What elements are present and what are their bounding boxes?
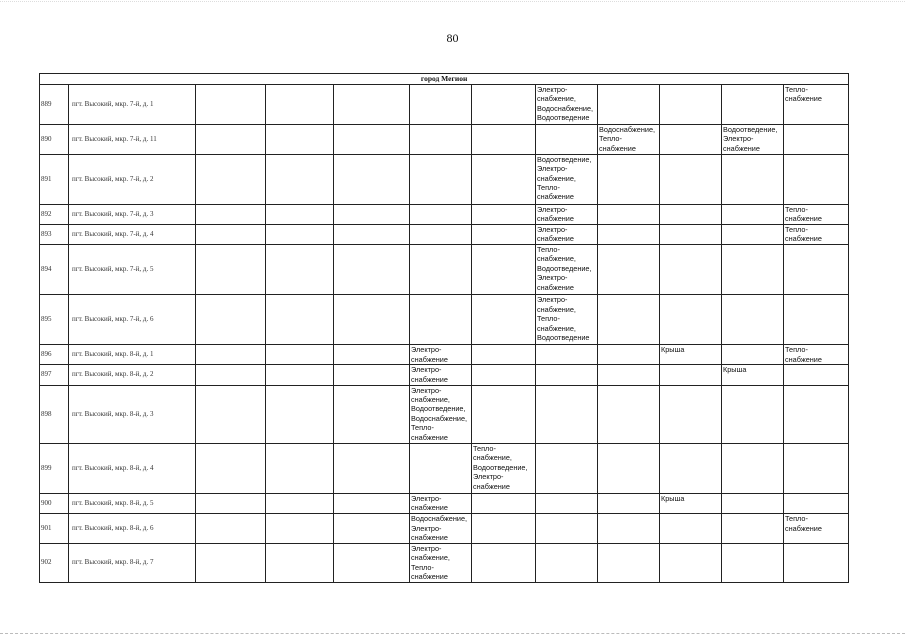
work-type-cell: Тепло- снабжение (784, 345, 849, 365)
work-type-cell (266, 204, 334, 224)
work-type-cell: Электро- снабжение (410, 365, 472, 385)
table-row (40, 365, 849, 385)
page-number: 80 (446, 31, 459, 45)
work-type-cell (410, 204, 472, 224)
work-type-cell: Тепло- снабжение (784, 514, 849, 544)
work-type-cell: Тепло- снабжение (784, 224, 849, 244)
work-type-cell (660, 154, 722, 204)
work-type-cell (598, 84, 660, 124)
row-address: пгт. Высокий, мкр. 8-й, д. 6 (69, 514, 196, 544)
work-type-cell (598, 295, 660, 345)
row-number: 899 (40, 443, 69, 493)
work-type-cell (722, 514, 784, 544)
work-type-cell (196, 295, 266, 345)
work-type-cell (722, 84, 784, 124)
work-type-cell: Электро- снабжение (410, 345, 472, 365)
work-type-cell: Водоотведение, Электро- снабжение (722, 124, 784, 154)
row-number: 889 (40, 84, 69, 124)
work-type-cell (334, 543, 410, 582)
work-type-cell (472, 244, 536, 294)
row-number: 898 (40, 385, 69, 443)
work-type-cell (334, 204, 410, 224)
row-number: 891 (40, 154, 69, 204)
work-type-cell (660, 443, 722, 493)
work-type-cell (784, 543, 849, 582)
work-type-cell (722, 244, 784, 294)
row-number: 900 (40, 494, 69, 514)
work-type-cell: Водоотведение, Электро- снабжение, Тепло- снабжение (536, 154, 598, 204)
work-type-cell (598, 543, 660, 582)
work-type-cell (598, 244, 660, 294)
table-row (40, 204, 849, 224)
city-header-row (40, 74, 849, 85)
table-row (40, 385, 849, 443)
work-type-cell (266, 365, 334, 385)
work-type-cell (598, 204, 660, 224)
work-type-cell (266, 154, 334, 204)
work-type-cell (196, 345, 266, 365)
work-type-cell: Тепло- снабжение, Водоотведение, Электро- снабжение (536, 244, 598, 294)
work-type-cell (472, 204, 536, 224)
work-type-cell (660, 244, 722, 294)
work-type-cell (196, 204, 266, 224)
work-type-cell (784, 385, 849, 443)
work-type-cell (598, 385, 660, 443)
work-type-cell (536, 345, 598, 365)
work-type-cell (196, 443, 266, 493)
work-type-cell (266, 543, 334, 582)
work-type-cell (266, 84, 334, 124)
work-type-cell: Тепло- снабжение (784, 84, 849, 124)
work-type-cell (598, 365, 660, 385)
work-type-cell (660, 365, 722, 385)
work-type-cell (536, 385, 598, 443)
row-address: пгт. Высокий, мкр. 8-й, д. 7 (69, 543, 196, 582)
work-type-cell (598, 345, 660, 365)
work-type-cell (784, 154, 849, 204)
work-type-cell (598, 494, 660, 514)
work-type-cell (536, 543, 598, 582)
work-type-cell (266, 224, 334, 244)
row-address: пгт. Высокий, мкр. 8-й, д. 5 (69, 494, 196, 514)
work-type-cell (266, 385, 334, 443)
work-type-cell: Электро- снабжение (536, 204, 598, 224)
work-type-cell (722, 385, 784, 443)
work-type-cell: Водоснабжение, Электро- снабжение (410, 514, 472, 544)
work-type-cell: Электро- снабжение, Водоснабжение, Водоотведение (536, 84, 598, 124)
work-type-cell (598, 443, 660, 493)
table-row (40, 244, 849, 294)
work-type-cell (472, 365, 536, 385)
work-type-cell (472, 385, 536, 443)
table-row (40, 345, 849, 365)
work-type-cell (472, 543, 536, 582)
work-type-cell (266, 244, 334, 294)
row-number: 896 (40, 345, 69, 365)
work-type-cell (660, 84, 722, 124)
work-type-cell (472, 84, 536, 124)
work-type-cell (196, 385, 266, 443)
work-type-cell (784, 295, 849, 345)
table-row (40, 514, 849, 544)
work-type-cell: Электро- снабжение (536, 224, 598, 244)
work-type-cell (722, 154, 784, 204)
work-type-cell (196, 244, 266, 294)
work-type-cell (334, 494, 410, 514)
work-type-cell (660, 224, 722, 244)
work-type-cell: Водоснабжение, Тепло- снабжение (598, 124, 660, 154)
work-type-cell: Электро- снабжение, Тепло- снабжение, Водоотведение (536, 295, 598, 345)
work-type-cell: Крыша (660, 345, 722, 365)
row-address: пгт. Высокий, мкр. 7-й, д. 4 (69, 224, 196, 244)
work-type-cell (722, 295, 784, 345)
work-type-cell (598, 514, 660, 544)
work-type-cell (784, 244, 849, 294)
city-name: город Мегион (40, 74, 849, 85)
work-type-cell (410, 224, 472, 244)
work-type-cell (536, 443, 598, 493)
row-address: пгт. Высокий, мкр. 7-й, д. 6 (69, 295, 196, 345)
repair-register-table (39, 73, 849, 583)
row-address: пгт. Высокий, мкр. 8-й, д. 2 (69, 365, 196, 385)
row-number: 895 (40, 295, 69, 345)
work-type-cell (722, 543, 784, 582)
work-type-cell (722, 224, 784, 244)
work-type-cell (334, 385, 410, 443)
work-type-cell (334, 365, 410, 385)
table-row (40, 224, 849, 244)
work-type-cell (196, 154, 266, 204)
row-address: пгт. Высокий, мкр. 7-й, д. 11 (69, 124, 196, 154)
work-type-cell (196, 224, 266, 244)
row-address: пгт. Высокий, мкр. 7-й, д. 5 (69, 244, 196, 294)
work-type-cell (472, 494, 536, 514)
row-address: пгт. Высокий, мкр. 7-й, д. 2 (69, 154, 196, 204)
work-type-cell (334, 443, 410, 493)
work-type-cell (334, 224, 410, 244)
work-type-cell (266, 124, 334, 154)
work-type-cell (334, 244, 410, 294)
table-row (40, 295, 849, 345)
row-address: пгт. Высокий, мкр. 7-й, д. 3 (69, 204, 196, 224)
work-type-cell: Электро- снабжение (410, 494, 472, 514)
work-type-cell: Крыша (660, 494, 722, 514)
row-number: 901 (40, 514, 69, 544)
work-type-cell: Тепло- снабжение, Водоотведение, Электро- снабжение (472, 443, 536, 493)
work-type-cell (472, 224, 536, 244)
row-number: 890 (40, 124, 69, 154)
work-type-cell (660, 124, 722, 154)
row-number: 892 (40, 204, 69, 224)
work-type-cell (784, 443, 849, 493)
work-type-cell (266, 443, 334, 493)
scan-bottom-edge (0, 633, 905, 634)
work-type-cell (196, 494, 266, 514)
scan-top-edge (0, 1, 905, 2)
work-type-cell (536, 514, 598, 544)
work-type-cell (536, 494, 598, 514)
work-type-cell (722, 345, 784, 365)
work-type-cell (334, 295, 410, 345)
work-type-cell (660, 543, 722, 582)
work-type-cell: Электро- снабжение, Тепло- снабжение (410, 543, 472, 582)
work-type-cell (410, 244, 472, 294)
work-type-cell (472, 295, 536, 345)
work-type-cell (196, 365, 266, 385)
row-address: пгт. Высокий, мкр. 8-й, д. 3 (69, 385, 196, 443)
work-type-cell (784, 365, 849, 385)
work-type-cell (410, 154, 472, 204)
row-address: пгт. Высокий, мкр. 8-й, д. 1 (69, 345, 196, 365)
row-number: 902 (40, 543, 69, 582)
table-row (40, 154, 849, 204)
work-type-cell (266, 494, 334, 514)
work-type-cell (196, 84, 266, 124)
table-row (40, 443, 849, 493)
work-type-cell: Электро- снабжение, Водоотведение, Водоснабжение, Тепло- снабжение (410, 385, 472, 443)
row-number: 893 (40, 224, 69, 244)
work-type-cell (334, 514, 410, 544)
work-type-cell: Тепло- снабжение (784, 204, 849, 224)
work-type-cell (410, 84, 472, 124)
row-number: 897 (40, 365, 69, 385)
table-row (40, 543, 849, 582)
work-type-cell (196, 124, 266, 154)
work-type-cell (196, 514, 266, 544)
table-row (40, 124, 849, 154)
work-type-cell (196, 543, 266, 582)
work-type-cell (660, 514, 722, 544)
work-type-cell (472, 345, 536, 365)
work-type-cell (536, 365, 598, 385)
work-type-cell (660, 385, 722, 443)
work-type-cell (334, 154, 410, 204)
work-type-cell: Крыша (722, 365, 784, 385)
work-type-cell (660, 204, 722, 224)
work-type-cell (722, 494, 784, 514)
work-type-cell (472, 154, 536, 204)
row-address: пгт. Высокий, мкр. 7-й, д. 1 (69, 84, 196, 124)
work-type-cell (660, 295, 722, 345)
work-type-cell (266, 345, 334, 365)
work-type-cell (410, 295, 472, 345)
work-type-cell (334, 84, 410, 124)
table-row (40, 494, 849, 514)
work-type-cell (334, 345, 410, 365)
table-row (40, 84, 849, 124)
work-type-cell (266, 295, 334, 345)
work-type-cell (722, 204, 784, 224)
work-type-cell (410, 443, 472, 493)
work-type-cell (334, 124, 410, 154)
row-address: пгт. Высокий, мкр. 8-й, д. 4 (69, 443, 196, 493)
row-number: 894 (40, 244, 69, 294)
work-type-cell (266, 514, 334, 544)
work-type-cell (784, 124, 849, 154)
work-type-cell (472, 514, 536, 544)
work-type-cell (472, 124, 536, 154)
work-type-cell (598, 154, 660, 204)
work-type-cell (598, 224, 660, 244)
work-type-cell (536, 124, 598, 154)
work-type-cell (784, 494, 849, 514)
work-type-cell (722, 443, 784, 493)
work-type-cell (410, 124, 472, 154)
